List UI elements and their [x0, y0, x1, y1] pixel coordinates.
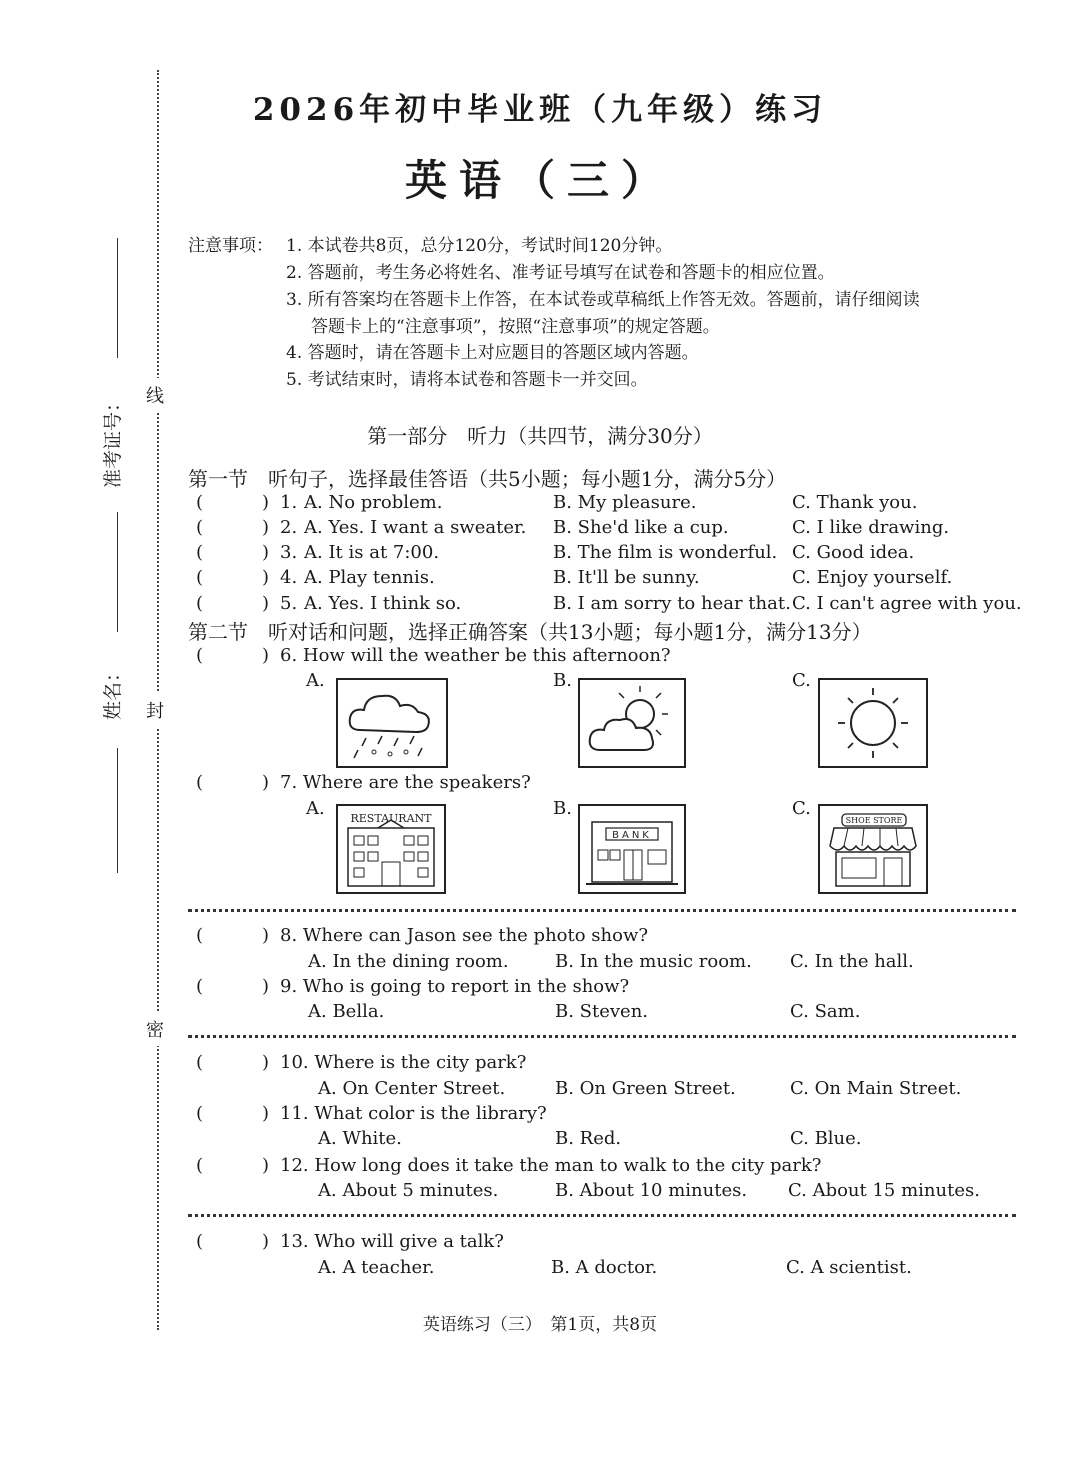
sunny-picture — [818, 678, 928, 768]
question-stem: 13. Who will give a talk? — [280, 1231, 504, 1252]
answer-bracket-close: ) — [262, 976, 270, 997]
note-item: 3. 所有答案均在答题卡上作答，在本试卷或草稿纸上作答无效。答题前，请仔细阅读 — [286, 290, 920, 310]
option-b: B. About 10 minutes. — [555, 1180, 748, 1201]
option-c: C. I can't agree with you. — [792, 593, 1022, 614]
option-c: C. A scientist. — [786, 1257, 912, 1278]
option-a: A. Yes. I want a sweater. — [304, 517, 527, 538]
answer-bracket-close: ) — [262, 542, 270, 563]
option-c: C. Good idea. — [792, 542, 915, 563]
option-a: A. Yes. I think so. — [304, 593, 462, 614]
answer-bracket-close: ) — [262, 925, 270, 946]
binding-char-feng: 封 — [146, 693, 164, 727]
answer-bracket-open[interactable]: ( — [196, 1231, 204, 1252]
note-item: 4. 答题时，请在答题卡上对应题目的答题区域内答题。 — [286, 343, 699, 363]
option-a: A. A teacher. — [318, 1257, 435, 1278]
answer-bracket-close: ) — [262, 772, 270, 793]
binding-char-mi: 密 — [146, 1012, 164, 1046]
option-a-label: A. — [306, 798, 325, 819]
answer-bracket-open[interactable]: ( — [196, 517, 204, 538]
question-stem: 11. What color is the library? — [280, 1103, 547, 1124]
option-a: A. Bella. — [308, 1001, 385, 1022]
option-a: A. It is at 7:00. — [304, 542, 440, 563]
option-a: A. On Center Street. — [318, 1078, 506, 1099]
exam-id-label: 准考证号： — [102, 392, 124, 488]
answer-bracket-open[interactable]: ( — [196, 492, 204, 513]
option-b: B. My pleasure. — [553, 492, 697, 513]
sun-icon — [820, 680, 926, 766]
answer-bracket-open[interactable]: ( — [196, 772, 204, 793]
question-number: 5. — [280, 593, 298, 614]
option-b: B. I am sorry to hear that. — [553, 593, 791, 614]
option-c: C. Sam. — [790, 1001, 861, 1022]
option-b: B. On Green Street. — [555, 1078, 736, 1099]
note-item: 2. 答题前，考生务必将姓名、准考证号填写在试卷和答题卡的相应位置。 — [286, 263, 835, 283]
name-fill-line[interactable] — [117, 748, 118, 873]
exam-title: 2026年初中毕业班（九年级）练习 — [252, 92, 828, 128]
question-stem: 6. How will the weather be this afternoon? — [280, 645, 671, 666]
option-a-label: A. — [306, 670, 325, 691]
bank-sign: BANK — [612, 830, 652, 841]
dialogue-separator — [188, 909, 1016, 912]
question-number: 2. — [280, 517, 298, 538]
answer-bracket-open[interactable]: ( — [196, 1103, 204, 1124]
exam-id-fill-line-lower[interactable] — [117, 512, 118, 632]
option-a: A. Play tennis. — [304, 567, 435, 588]
answer-bracket-open[interactable]: ( — [196, 976, 204, 997]
note-item: 答题卡上的“注意事项”，按照“注意事项”的规定答题。 — [311, 317, 720, 337]
option-b: B. She'd like a cup. — [553, 517, 729, 538]
answer-bracket-close: ) — [262, 492, 270, 513]
answer-bracket-open[interactable]: ( — [196, 593, 204, 614]
partly-cloudy-icon — [580, 680, 684, 766]
question-number: 1. — [280, 492, 298, 513]
question-number: 4. — [280, 567, 298, 588]
option-b: B. A doctor. — [551, 1257, 658, 1278]
option-c: C. I like drawing. — [792, 517, 950, 538]
answer-bracket-close: ) — [262, 593, 270, 614]
option-c: C. Blue. — [790, 1128, 862, 1149]
partly-cloudy-picture — [578, 678, 686, 768]
option-b: B. The film is wonderful. — [553, 542, 778, 563]
shoe-store-icon — [820, 806, 926, 892]
option-b-label: B. — [553, 798, 572, 819]
section1-heading: 第一节 听句子，选择最佳答语（共5小题；每小题1分，满分5分） — [188, 467, 787, 491]
rain-cloud-icon — [338, 680, 446, 766]
answer-bracket-open[interactable]: ( — [196, 567, 204, 588]
question-stem: 8. Where can Jason see the photo show? — [280, 925, 649, 946]
option-c: C. About 15 minutes. — [788, 1180, 980, 1201]
bank-picture — [578, 804, 686, 894]
binding-char-xian: 线 — [146, 378, 164, 412]
answer-bracket-close: ) — [262, 1103, 270, 1124]
note-item: 1. 本试卷共8页，总分120分，考试时间120分钟。 — [286, 236, 673, 256]
answer-bracket-close: ) — [262, 1231, 270, 1252]
option-c: C. Thank you. — [792, 492, 918, 513]
question-stem: 10. Where is the city park? — [280, 1052, 527, 1073]
option-a: A. White. — [318, 1128, 402, 1149]
answer-bracket-open[interactable]: ( — [196, 1155, 204, 1176]
answer-bracket-open[interactable]: ( — [196, 645, 204, 666]
restaurant-sign: RESTAURANT — [350, 812, 432, 825]
dialogue-separator — [188, 1035, 1016, 1038]
answer-bracket-open[interactable]: ( — [196, 1052, 204, 1073]
rain-picture — [336, 678, 448, 768]
option-a: A. In the dining room. — [308, 951, 509, 972]
page-footer: 英语练习（三） 第1页，共8页 — [422, 1315, 658, 1335]
question-stem: 7. Where are the speakers? — [280, 772, 531, 793]
option-c-label: C. — [792, 670, 811, 691]
part1-heading: 第一部分 听力（共四节，满分30分） — [367, 424, 713, 448]
question-stem: 12. How long does it take the man to walk to the city park? — [280, 1155, 822, 1176]
option-b: B. Red. — [555, 1128, 622, 1149]
question-number: 3. — [280, 542, 298, 563]
note-item: 5. 考试结束时，请将本试卷和答题卡一并交回。 — [286, 370, 648, 390]
section2-heading: 第二节 听对话和问题，选择正确答案（共13小题；每小题1分，满分13分） — [188, 620, 872, 644]
option-a: A. No problem. — [304, 492, 443, 513]
option-c: C. In the hall. — [790, 951, 914, 972]
option-b: B. In the music room. — [555, 951, 752, 972]
answer-bracket-close: ) — [262, 1155, 270, 1176]
shoe-store-picture — [818, 804, 928, 894]
option-a: A. About 5 minutes. — [318, 1180, 499, 1201]
option-c: C. Enjoy yourself. — [792, 567, 953, 588]
shoe-store-sign: SHOE STORE — [845, 816, 903, 825]
option-c: C. On Main Street. — [790, 1078, 962, 1099]
option-c-label: C. — [792, 798, 811, 819]
subject-title: 英语（三） — [404, 156, 675, 205]
exam-id-fill-line[interactable] — [117, 238, 118, 358]
notes-label: 注意事项： — [188, 236, 273, 256]
option-b-label: B. — [553, 670, 572, 691]
answer-bracket-close: ) — [262, 567, 270, 588]
question-stem: 9. Who is going to report in the show? — [280, 976, 630, 997]
answer-bracket-close: ) — [262, 1052, 270, 1073]
name-label: 姓名： — [102, 662, 124, 720]
dialogue-separator — [188, 1214, 1016, 1217]
bank-building-icon — [580, 806, 684, 892]
answer-bracket-close: ) — [262, 645, 270, 666]
option-b: B. Steven. — [555, 1001, 649, 1022]
answer-bracket-open[interactable]: ( — [196, 925, 204, 946]
answer-bracket-close: ) — [262, 517, 270, 538]
restaurant-building-icon — [338, 806, 444, 892]
restaurant-picture — [336, 804, 446, 894]
option-b: B. It'll be sunny. — [553, 567, 700, 588]
answer-bracket-open[interactable]: ( — [196, 542, 204, 563]
